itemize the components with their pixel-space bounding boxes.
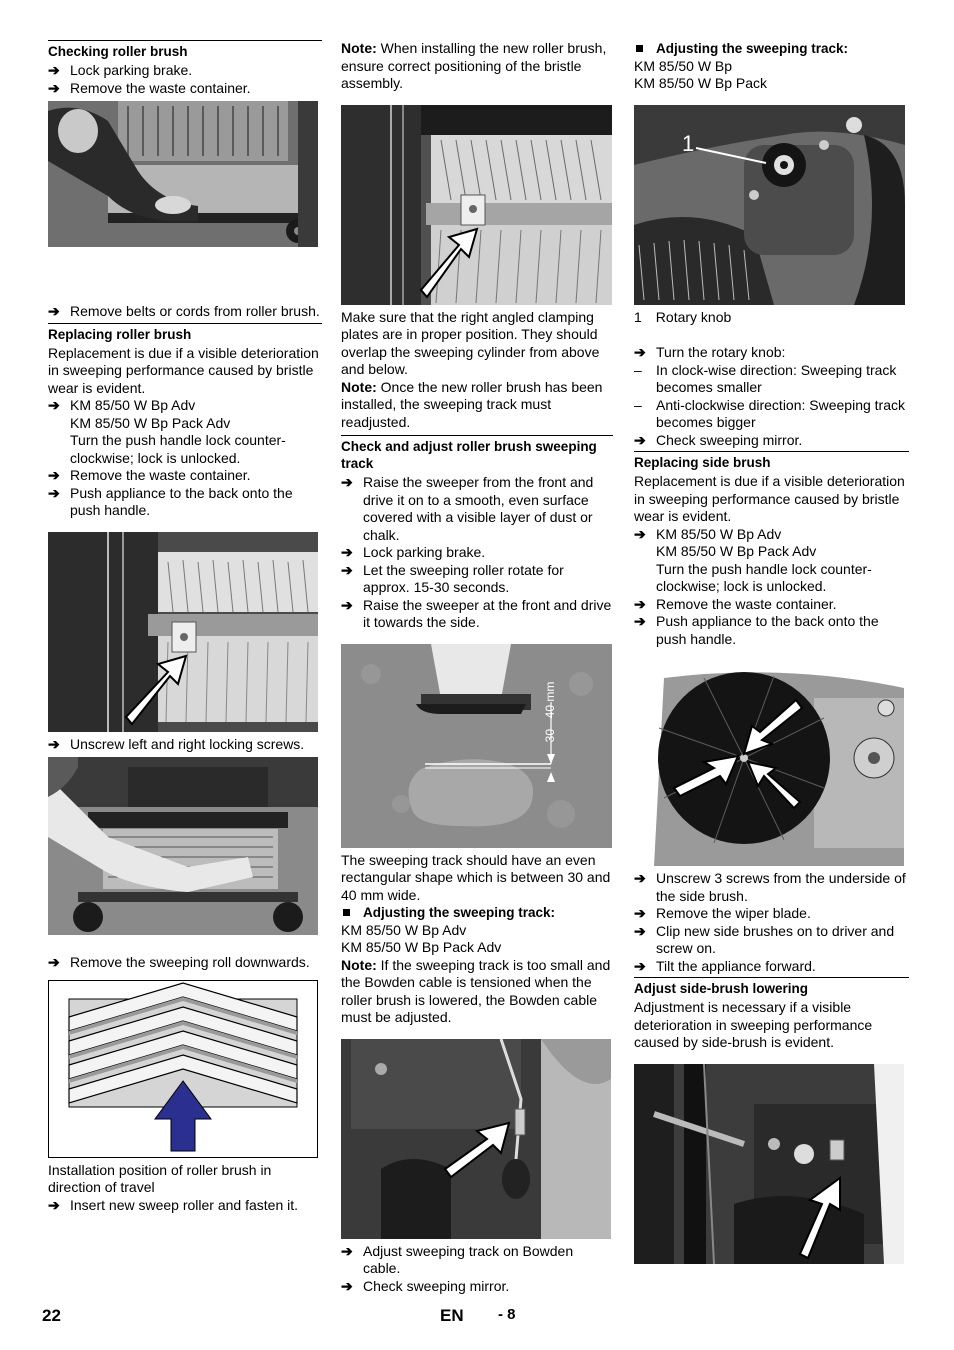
push-handle-lock-note: Turn the push handle lock counter-clockwise; lock is unlocked. — [70, 432, 286, 466]
step-raise-sweeper: ➔ Raise the sweeper from the front and drive it on to a smooth, even surface covered with a visible layer of dust or chalk. — [341, 474, 594, 543]
arrow-icon: ➔ — [48, 735, 60, 752]
heading-adjusting-track-2: Adjusting the sweeping track: — [634, 40, 909, 58]
paragraph-side-replacement: Replacement is due if a visible deterioration in sweeping performance caused by bristle wear is evident. — [634, 473, 905, 524]
note-bristle-assembly: Note: When installing the new roller brush, ensure correct positioning of the bristle assembly. — [341, 40, 607, 91]
push-handle-lock-note-side: Turn the push handle lock counter-clockwise; lock is unlocked. — [656, 560, 872, 594]
step-check-mirror-2: ➔ Check sweeping mirror. — [634, 431, 803, 448]
legend-rotary-knob: 1 Rotary knob — [634, 308, 732, 325]
photo-checking-roller-brush — [48, 101, 318, 247]
step-remove-sweeping-roll: ➔ Remove the sweeping roll downwards. — [48, 954, 310, 970]
step-lock-parking-brake: ➔ Lock parking brake. — [48, 62, 193, 78]
arrow-icon: ➔ — [48, 467, 60, 483]
note-bowden-cable: Note: If the sweeping track is too small and the Bowden cable is tensioned when the roller brush is lowered, the Bowden cable must be adjusted. — [341, 956, 611, 1025]
diagram-installation-position — [48, 980, 318, 1158]
step-model-adv-side: ➔ KM 85/50 W Bp Adv — [634, 525, 782, 542]
step-turn-rotary-knob: ➔ Turn the rotary knob: — [634, 344, 786, 360]
step-remove-wiper: ➔ Remove the wiper blade. — [634, 905, 811, 921]
photo-remove-sweeping-roll — [48, 757, 318, 935]
step-push-appliance-back: ➔ Push appliance to the back onto the push handle. — [48, 484, 293, 518]
step-clip-new-brushes: ➔ Clip new side brushes on to driver and screw on. — [634, 922, 895, 956]
heading-replacing-side-brush: Replacing side brush — [634, 451, 909, 472]
dimension-label: 30 - 40 mm — [543, 681, 557, 742]
arrow-icon: ➔ — [634, 431, 646, 448]
step-remove-belts: ➔ Remove belts or cords from roller brush. — [48, 303, 320, 319]
arrow-icon: ➔ — [634, 905, 646, 921]
step-lock-parking-brake-2: ➔ Lock parking brake. — [341, 544, 486, 560]
heading-check-adjust-track: Check and adjust roller brush sweeping track — [341, 435, 613, 473]
heading-adjust-side-brush-lowering: Adjust side-brush lowering — [634, 977, 909, 998]
model-adv-mid: KM 85/50 W Bp Adv — [341, 921, 467, 938]
caption-installation-position: Installation position of roller brush in direction of travel — [48, 1161, 272, 1195]
step-remove-waste-container: ➔ Remove the waste container. — [48, 79, 251, 96]
model-pack-adv-side: KM 85/50 W Bp Pack Adv — [656, 543, 817, 559]
model-pack-adv-mid: KM 85/50 W Bp Pack Adv — [341, 939, 502, 955]
photo-sweeping-track — [341, 644, 612, 848]
step-rotate-roller: ➔ Let the sweeping roller rotate for approx. 15-30 seconds. — [341, 561, 564, 595]
arrow-icon: ➔ — [48, 954, 60, 970]
arrow-icon: ➔ — [634, 870, 646, 886]
arrow-icon: ➔ — [341, 561, 353, 578]
step-remove-waste-container-2: ➔ Remove the waste container. — [48, 467, 251, 483]
page-number: 22 — [42, 1306, 61, 1325]
arrow-icon: ➔ — [48, 62, 60, 78]
step-unscrew-locking-screws: ➔ Unscrew left and right locking screws. — [48, 735, 305, 752]
step-model-adv: ➔ KM 85/50 W Bp Adv — [48, 397, 196, 413]
model-bp: KM 85/50 W Bp — [634, 57, 733, 74]
column-left — [48, 40, 322, 1214]
note-readjust: Note: Once the new roller brush has been installed, the sweeping track must readjusted. — [341, 378, 603, 430]
heading-replacing-roller-brush: Replacing roller brush — [48, 323, 322, 344]
arrow-icon: ➔ — [341, 596, 353, 613]
paragraph-replacement-due: Replacement is due if a visible deterioration in sweeping performance caused by bristle wear is evident. — [48, 344, 319, 396]
photo-rotary-knob — [634, 105, 905, 305]
column-middle — [341, 40, 613, 1295]
step-adjust-bowden: ➔ Adjust sweeping track on Bowden cable. — [341, 1242, 574, 1276]
heading-checking-roller-brush: Checking roller brush — [48, 40, 322, 61]
arrow-icon: ➔ — [634, 344, 646, 360]
arrow-icon: ➔ — [341, 1242, 353, 1259]
photo-side-brush — [634, 668, 904, 866]
arrow-icon: ➔ — [48, 1196, 60, 1213]
step-unscrew-3-screws: ➔ Unscrew 3 screws from the underside of the side brush. — [634, 870, 906, 904]
step-insert-new-roller: ➔ Insert new sweep roller and fasten it. — [48, 1196, 299, 1213]
paragraph-track-shape: The sweeping track should have an even rectangular shape which is between 30 and 40 mm wide. — [341, 851, 611, 903]
arrow-icon: ➔ — [48, 303, 60, 319]
paragraph-adjust-side-brush: Adjustment is necessary if a visible deterioration in sweeping performance caused by side-brush is evident. — [634, 999, 873, 1050]
arrow-icon: ➔ — [634, 957, 646, 974]
language-code: EN — [440, 1306, 464, 1325]
square-bullet-icon — [343, 909, 350, 916]
photo-side-brush-lowering — [634, 1064, 904, 1264]
arrow-icon: ➔ — [48, 79, 60, 96]
paragraph-clamping-plates: Make sure that the right angled clamping plates are in proper position. They should overlap the sweeping cylinder from above and below. — [341, 308, 600, 377]
dash-clockwise: – In clock-wise direction: Sweeping track becomes smaller — [634, 361, 897, 395]
step-drive-side: ➔ Raise the sweeper at the front and drive it towards the side. — [341, 596, 612, 630]
column-right — [634, 40, 909, 1264]
arrow-icon: ➔ — [634, 595, 646, 612]
photo-bowden-cable — [341, 1039, 611, 1239]
arrow-icon: ➔ — [48, 397, 60, 413]
arrow-icon: ➔ — [634, 613, 646, 629]
arrow-icon: ➔ — [634, 525, 646, 542]
heading-adjusting-track-1: Adjusting the sweeping track: — [341, 904, 613, 922]
arrow-icon: ➔ — [341, 544, 353, 560]
photo-locking-screws — [48, 532, 318, 732]
square-bullet-icon — [636, 45, 643, 52]
step-tilt-forward: ➔ Tilt the appliance forward. — [634, 957, 816, 974]
step-remove-waste-container-3: ➔ Remove the waste container. — [634, 595, 837, 612]
step-push-appliance-back-2: ➔ Push appliance to the back onto the push handle. — [634, 613, 879, 647]
photo-new-roller-brush — [341, 105, 612, 305]
callout-1: 1 — [682, 130, 695, 156]
dash-anticlockwise: – Anti-clockwise direction: Sweeping track becomes bigger — [634, 396, 905, 430]
sub-page-number: - 8 — [498, 1306, 516, 1323]
model-bp-pack: KM 85/50 W Bp Pack — [634, 75, 768, 91]
arrow-icon: ➔ — [634, 922, 646, 939]
model-pack-adv: KM 85/50 W Bp Pack Adv — [70, 414, 231, 431]
arrow-icon: ➔ — [341, 1277, 353, 1294]
arrow-icon: ➔ — [341, 474, 353, 490]
arrow-icon: ➔ — [48, 484, 60, 501]
step-check-mirror: ➔ Check sweeping mirror. — [341, 1277, 510, 1294]
